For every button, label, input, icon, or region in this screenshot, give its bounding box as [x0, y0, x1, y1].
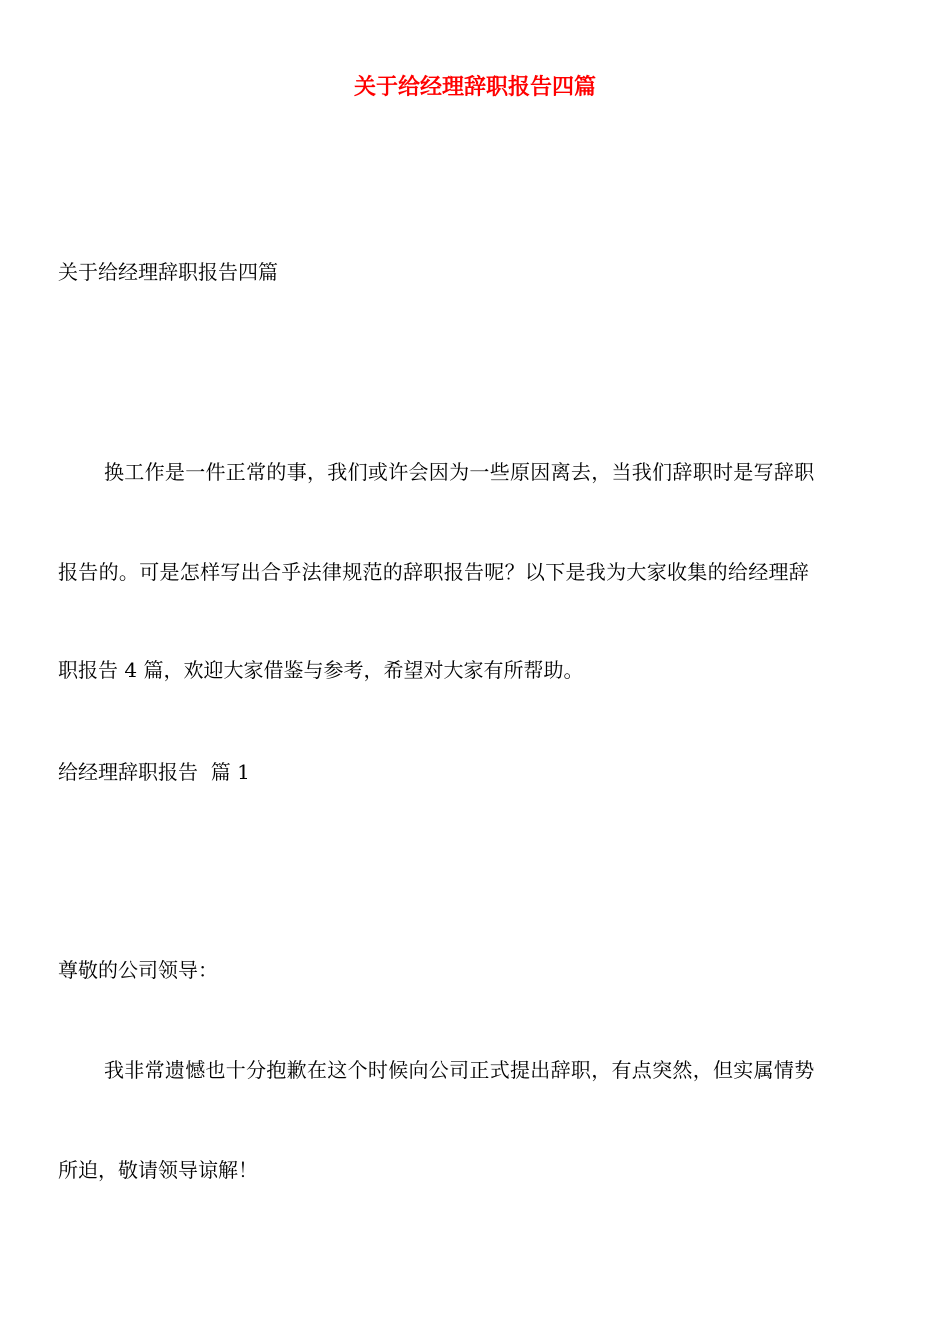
body-paragraph-line-2: 所迫，敬请领导谅解！	[58, 1158, 258, 1182]
intro-paragraph-line-1: 换工作是一件正常的事，我们或许会因为一些原因离去，当我们辞职时是写辞职	[104, 460, 815, 484]
intro-paragraph-line-3: 职报告 4 篇，欢迎大家借鉴与参考，希望对大家有所帮助。	[58, 658, 584, 682]
salutation: 尊敬的公司领导：	[58, 958, 218, 982]
page-title: 关于给经理辞职报告四篇	[353, 75, 596, 100]
document-subtitle: 关于给经理辞职报告四篇	[58, 260, 278, 284]
intro-paragraph-line-2: 报告的。可是怎样写出合乎法律规范的辞职报告呢？以下是我为大家收集的给经理辞	[58, 560, 810, 584]
body-paragraph-line-1: 我非常遗憾也十分抱歉在这个时候向公司正式提出辞职，有点突然，但实属情势	[104, 1058, 815, 1082]
section-heading: 给经理辞职报告 篇 1	[58, 760, 250, 784]
